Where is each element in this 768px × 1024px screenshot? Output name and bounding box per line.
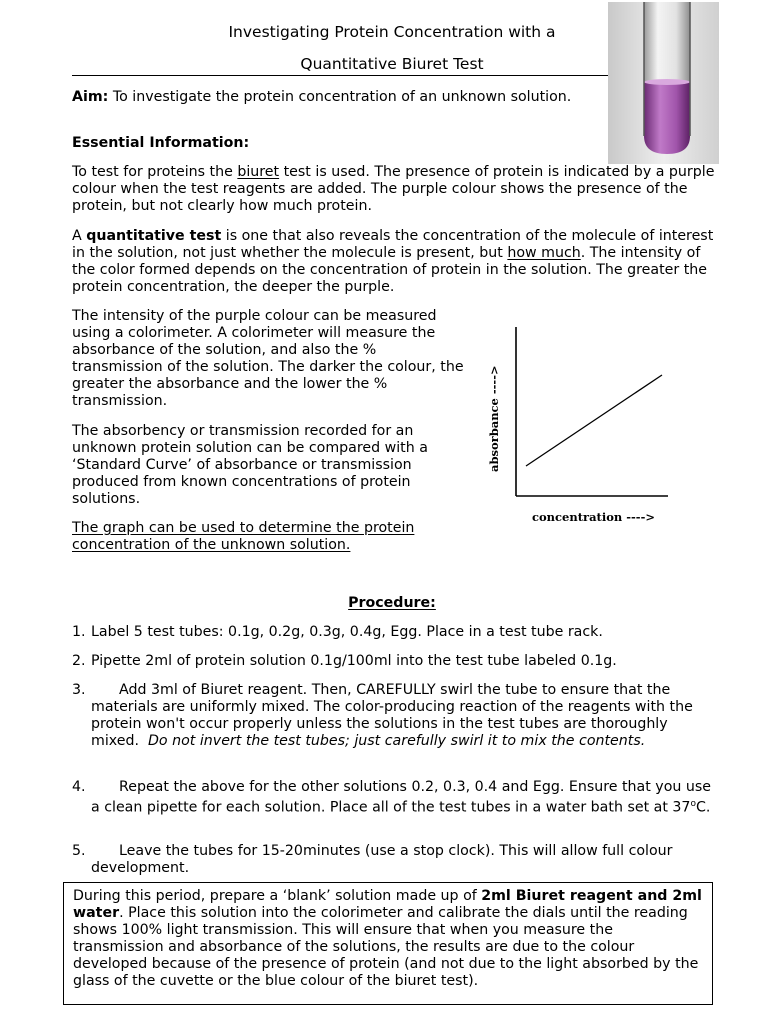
quantitative-paragraph: A quantitative test is one that also reveals the concentration of the molecule of interest in the solution, not just whether the molecule is present, but how much. The intensity of the color formed depends on the concentration of protein in the solution. The greater the protein concentration, the deeper the purple. <box>72 228 714 295</box>
test-tube-photo <box>608 2 719 164</box>
purple-solution <box>644 82 690 154</box>
biuret-term: biuret <box>237 164 280 180</box>
essential-heading: Essential Information: <box>72 135 250 151</box>
procedure-step-4: 4. Repeat the above for the other solutions 0.2, 0.3, 0.4 and Egg. Ensure that you use a clean pipette for each solution. Place all of the test tubes in a water bath set at 37$^o$C. <box>72 779 712 816</box>
title-line-1: Investigating Protein Concentration with a <box>228 23 556 41</box>
standard-curve-graph <box>480 318 680 533</box>
procedure-step-2: 2. Pipette 2ml of protein solution 0.1g/100ml into the test tube labeled 0.1g. <box>72 653 617 669</box>
graph-use-paragraph: The graph can be used to determine the protein concentration of the unknown solution. <box>72 520 415 553</box>
procedure-step-1: 1. Label 5 test tubes: 0.1g, 0.2g, 0.3g, 0.4g, Egg. Place in a test tube rack. <box>72 624 603 640</box>
x-axis-label: concentration ----> <box>532 510 655 524</box>
intro-paragraph: To test for proteins the biuret test is used. The presence of protein is indicated by a purple colour when the test reagents are added. The purple colour shows the presence of the protein, but not clearly how much protein. <box>72 164 715 214</box>
procedure-step-5: 5. Leave the tubes for 15-20minutes (use a stop clock). This will allow full colour development. <box>72 843 673 876</box>
colorimeter-paragraph: The intensity of the purple colour can be measured using a colorimeter. A colorimeter will measure the absorbance of the solution, and also the % transmission of the solution. The darker the colour, the greater the absorbance and the lower the % transmission. <box>72 308 464 409</box>
standard-curve-line <box>526 375 662 466</box>
y-axis-label: absorbance ----> <box>487 365 501 472</box>
standard-curve-paragraph: The absorbency or transmission recorded for an unknown protein solution can be compared with a ‘Standard Curve’ of absorbance or transmission produced from known concentrations of protein solutions. <box>72 423 428 507</box>
aim-paragraph: Aim: To investigate the protein concentration of an unknown solution. <box>72 89 572 105</box>
procedure-step-3: 3. Add 3ml of Biuret reagent. Then, CAREFULLY swirl the tube to ensure that the materials are uniformly mixed. The color-producing reaction of the reagents with the protein won't occur properly unless the solutions in the test tubes are thoroughly mixed. Do not invert the test tubes; just carefully swirl it to mix the contents. <box>72 682 693 749</box>
title-line-2: Quantitative Biuret Test <box>300 55 484 73</box>
procedure-heading: Procedure: <box>348 595 436 611</box>
blank-solution-note: During this period, prepare a ‘blank’ solution made up of 2ml Biuret reagent and 2ml water. Place this solution into the colorimeter and calibrate the dials until the reading shows 100% light transmission. This will ensure that when you measure the transmission and absorbance of the solutions, the results are due to the colour developed because of the presence of protein (and not due to the light absorbed by the glass of the cuvette or the blue colour of the biuret test). <box>63 882 713 1005</box>
